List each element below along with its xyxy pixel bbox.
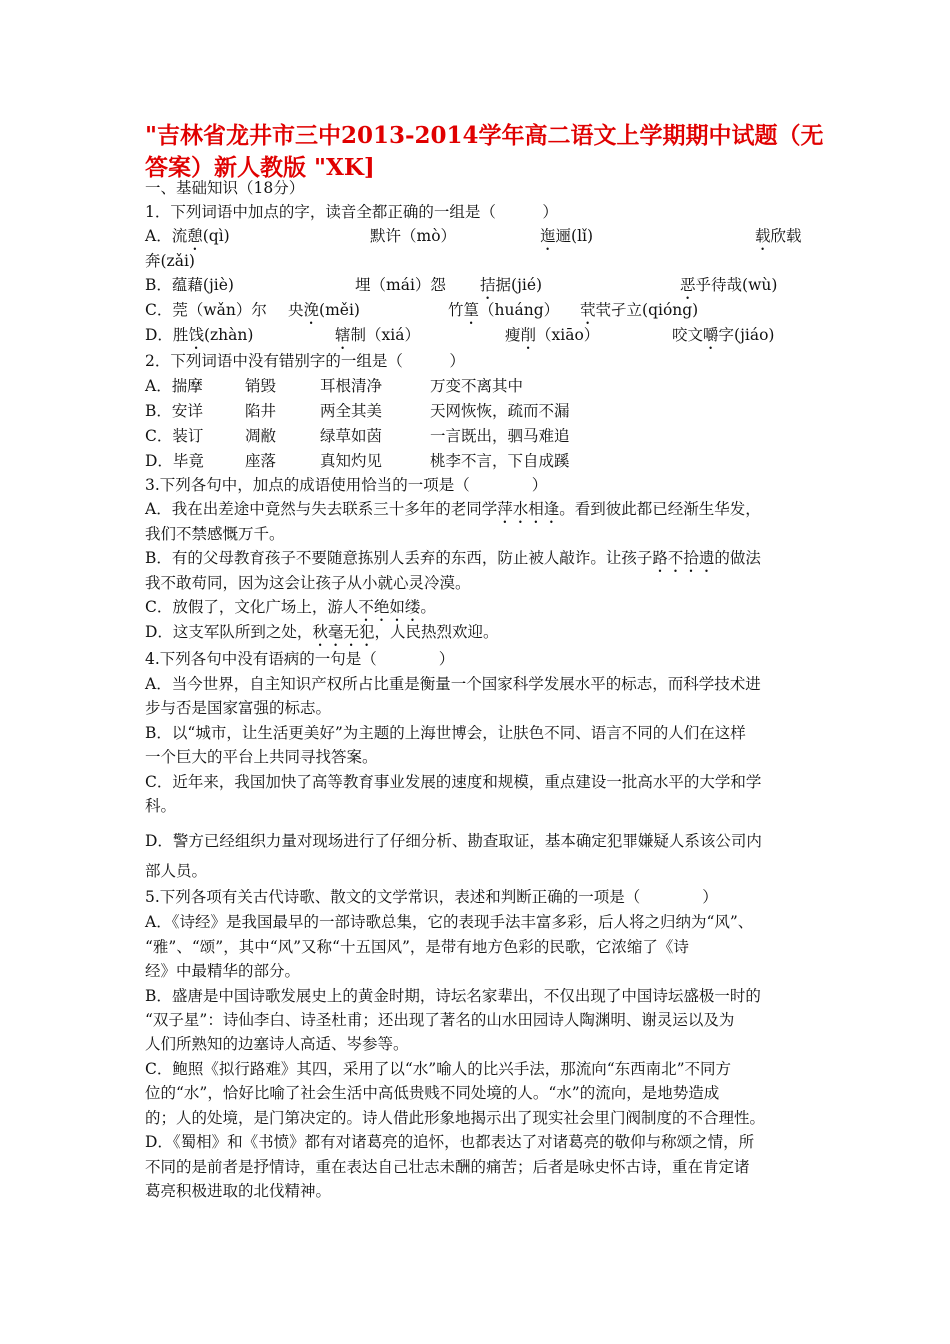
question-5-stem: 5.下列各项有关古代诗歌、散文的文学常识，表述和判断正确的一项是（ ）	[145, 888, 718, 906]
q5-line: D．《蜀相》和《书愤》都有对诸葛亮的追怀，也都表达了对诸葛亮的敬仰与称颂之情，所	[145, 1133, 755, 1151]
q3-option-b-line1: B．有的父母教育孩子不要随意拣别人丢弃的东西，防止被人敲诈。让孩子路不拾遗的做法	[145, 549, 761, 567]
question-3-stem: 3.下列各句中，加点的成语使用恰当的一项是（ ）	[145, 476, 548, 494]
q1-option-a-part1: A．流憩(qì)	[145, 227, 230, 245]
q5-line: A．《诗经》是我国最早的一部诗歌总集，它的表现手法丰富多彩，后人将之归纳为“风”、	[145, 913, 754, 931]
q2-option-b-col4: 天网恢恢，疏而不漏	[430, 402, 570, 420]
q3-option-b-line2: 我不敢苟同，因为这会让孩子从小就心灵冷漠。	[145, 574, 471, 592]
q1-option-a-part3: 迤逦(lǐ)	[540, 227, 594, 245]
question-4-stem: 4.下列各句中没有语病的一句是（ ）	[145, 650, 455, 668]
question-2-stem: 2．下列词语中没有错别字的一组是（ ）	[145, 352, 465, 370]
q2-option-c-col4: 一言既出，驷马难追	[430, 427, 570, 445]
q1-option-d-part2: 辖制（xiá）	[335, 326, 420, 344]
q4-option-b-line2: 一个巨大的平台上共同寻找答案。	[145, 748, 378, 766]
q3-option-c: C．放假了，文化广场上，游人不绝如缕。	[145, 598, 436, 616]
q2-option-c-col3: 绿草如茵	[320, 427, 383, 445]
q5-line: “雅”、“颂”，其中“风”又称“十五国风”，是带有地方色彩的民歌，它浓缩了《诗	[145, 938, 689, 956]
q4-option-d-line1: D．警方已经组织力量对现场进行了仔细分析、勘查取证，基本确定犯罪嫌疑人系该公司内	[145, 832, 762, 850]
q5-line: 不同的是前者是抒情诗，重在表达自己壮志未酬的痛苦；后者是咏史怀古诗，重在肯定诸	[145, 1158, 750, 1176]
q5-line: B．盛唐是中国诗歌发展史上的黄金时期，诗坛名家辈出，不仅出现了中国诗坛盛极一时的	[145, 987, 761, 1005]
q5-line: 经》中最精华的部分。	[145, 962, 301, 980]
q4-option-a-line2: 步与否是国家富强的标志。	[145, 699, 332, 717]
q1-option-c-part4: 茕茕孑立(qióng)	[580, 301, 699, 319]
q2-option-c-col1: C．装订	[145, 427, 204, 445]
q4-option-c-line2: 科。	[145, 797, 177, 815]
q2-option-c-col2: 凋敝	[245, 427, 277, 445]
q1-option-c-part1: C．莞（wǎn）尔	[145, 301, 267, 319]
q1-option-c-part3: 竹篁（huáng）	[448, 301, 560, 319]
q1-option-a-cont: 奔(zǎi)	[145, 252, 195, 270]
q3-option-a-line2: 我们不禁感慨万千。	[145, 525, 285, 543]
q4-option-d-line2: 部人员。	[145, 862, 208, 880]
q1-option-b-part4: 恶乎待哉(wù)	[680, 276, 778, 294]
question-1-stem: 1．下列词语中加点的字，读音全都正确的一组是（ ）	[145, 203, 558, 221]
q2-option-a-col1: A．揣摩	[145, 377, 203, 395]
q5-line: C．鲍照《拟行路难》其四，采用了以“水”喻人的比兴手法，那流向“东西南北”不同方	[145, 1060, 732, 1078]
q5-line: “双子星”：诗仙李白、诗圣杜甫；还出现了著名的山水田园诗人陶渊明、谢灵运以及为	[145, 1011, 735, 1029]
q2-option-a-col2: 销毁	[245, 377, 277, 395]
q1-option-b-part2: 埋（mái）怨	[355, 276, 446, 294]
q2-option-d-col4: 桃李不言，下自成蹊	[430, 452, 570, 470]
q2-option-b-col1: B．安详	[145, 402, 203, 420]
q4-option-a-line1: A．当今世界，自主知识产权所占比重是衡量一个国家科学发展水平的标志，而科学技术进	[145, 675, 761, 693]
q3-option-a-line1: A．我在出差途中竟然与失去联系三十多年的老同学萍水相逢。看到彼此都已经渐生华发，	[145, 500, 761, 518]
q1-option-a-part4: 载欣载	[755, 227, 802, 245]
q1-option-d-part3: 瘦削（xiāo）	[505, 326, 600, 344]
q2-option-d-col2: 座落	[245, 452, 277, 470]
q1-option-b-part3: 拮据(jié)	[480, 276, 543, 294]
q3-option-d: D．这支军队所到之处，秋毫无犯，人民热烈欢迎。	[145, 623, 499, 641]
q1-option-d-part1: D．胜饯(zhàn)	[145, 326, 254, 344]
q1-option-d-part4: 咬文嚼字(jiáo)	[672, 326, 775, 344]
q2-option-d-col3: 真知灼见	[320, 452, 383, 470]
q4-option-c-line1: C．近年来，我国加快了高等教育事业发展的速度和规模，重点建设一批高水平的大学和学	[145, 773, 762, 791]
q5-line: 的；人的处境，是门第决定的。诗人借此形象地揭示出了现实社会里门阀制度的不合理性。	[145, 1109, 766, 1127]
q2-option-a-col4: 万变不离其中	[430, 377, 524, 395]
q4-option-b-line1: B．以“城市，让生活更美好”为主题的上海世博会，让肤色不同、语言不同的人们在这样	[145, 724, 746, 742]
q1-option-a-part2: 默许（mò）	[370, 227, 457, 245]
q2-option-b-col2: 陷井	[245, 402, 277, 420]
q2-option-a-col3: 耳根清净	[320, 377, 383, 395]
q2-option-d-col1: D．毕竟	[145, 452, 204, 470]
document-title: "吉林省龙井市三中2013-2014学年高二语文上学期期中试题（无答案）新人教版 "XK]	[145, 122, 824, 181]
q5-line: 人们所熟知的边塞诗人高适、岑参等。	[145, 1035, 409, 1053]
q5-line: 位的“水”，恰好比喻了社会生活中高低贵贱不同处境的人。“水”的流向，是地势造成	[145, 1084, 720, 1102]
q1-option-b-part1: B．蕴藉(jiè)	[145, 276, 234, 294]
q2-option-b-col3: 两全其美	[320, 402, 383, 420]
section-heading: 一、基础知识（18分）	[145, 179, 305, 197]
q1-option-c-part2: 央浼(měi)	[288, 301, 360, 319]
q5-line: 葛亮积极进取的北伐精神。	[145, 1182, 332, 1200]
